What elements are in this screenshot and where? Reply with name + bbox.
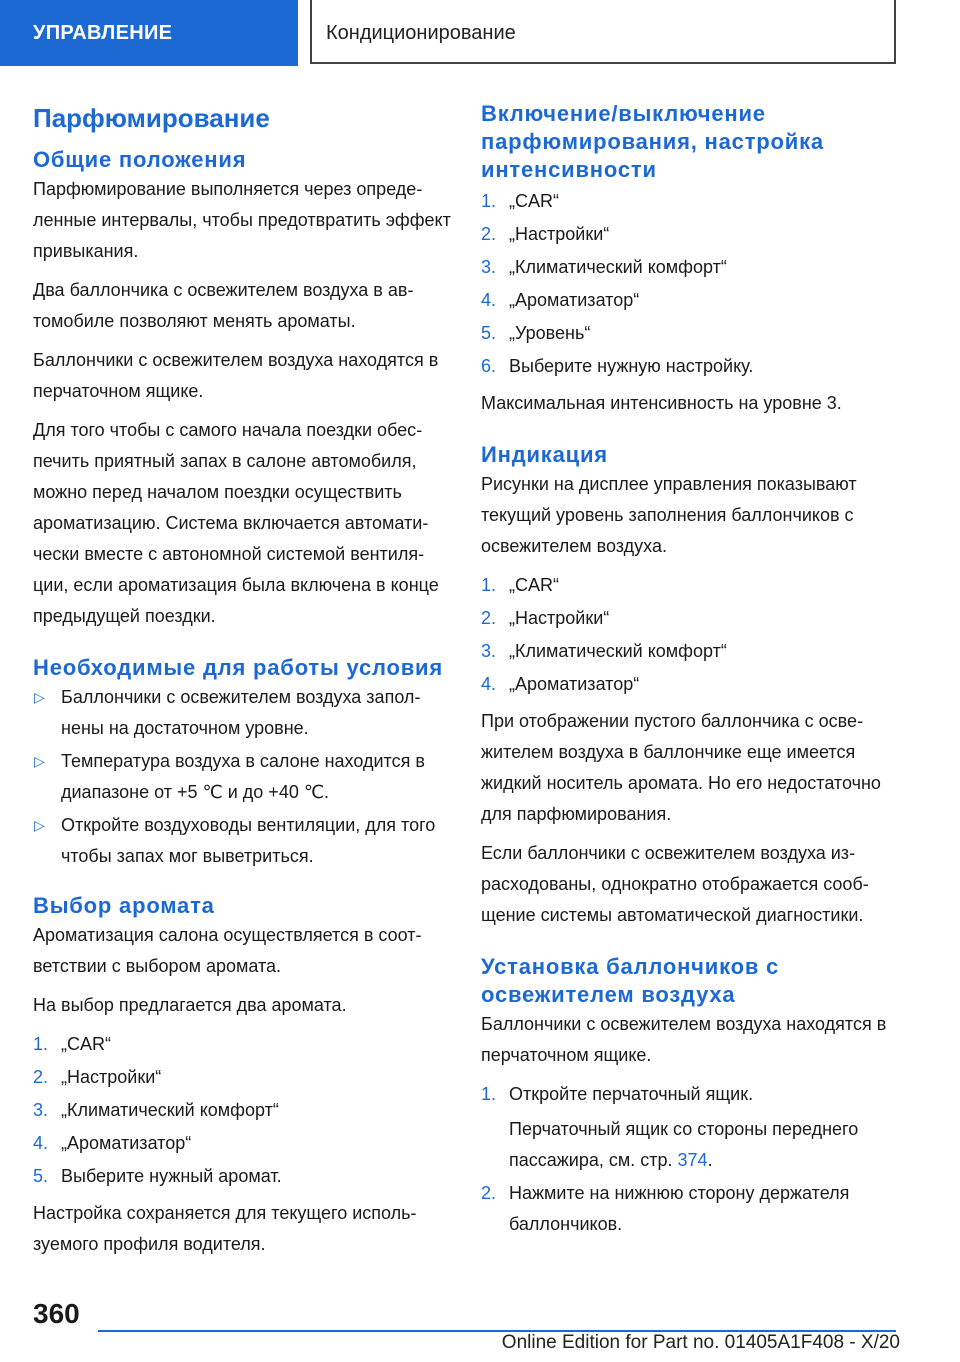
list-item: 1. „CAR“: [481, 575, 559, 595]
paragraph: Два баллончика с освежителем воздуха в автомобиле позволяют менять ароматы.: [33, 280, 414, 331]
paragraph: Настройка сохраняется для текущего используемого профиля водителя.: [33, 1203, 417, 1254]
paragraph: Если баллончики с освежителем воздуха израсходованы, однократно отображается сообщение системы автоматической диагностики.: [481, 843, 869, 925]
left-column: [33, 100, 453, 1268]
triangle-bullet-icon: ▷: [34, 753, 45, 769]
heading-install: Установка баллончиков с освежителем воздуха: [481, 954, 780, 1007]
right-column: [481, 100, 901, 1246]
paragraph: Ароматизация салона осуществляется в соответствии с выбором аромата.: [33, 925, 422, 976]
indication-steps: [481, 570, 901, 700]
sub-paragraph: Перчаточный ящик со стороны переднего пассажира, см. стр. 374.: [509, 1119, 859, 1170]
heading-onoff: Включение/выключение парфюмирования, настройка интенсивности: [481, 101, 824, 182]
list-item: 4. „Ароматизатор“: [481, 290, 640, 310]
list-item: 4. „Ароматизатор“: [481, 674, 640, 694]
page-number: 360: [33, 1298, 80, 1329]
list-item: 1. Откройте перчаточный ящик. Перчаточный ящик со стороны переднего пассажира, см. стр. 374.: [481, 1079, 901, 1176]
list-item: 4. „Ароматизатор“: [33, 1133, 192, 1153]
paragraph: Для того чтобы с самого начала поездки обеспечить приятный запах в салоне автомобиля, можно перед началом поездки осуществить ароматизацию. Система включается автоматически вместе с автономной системой вентиляции, если ароматизация была включена в конце предыдущей поездки.: [33, 420, 439, 626]
page-link[interactable]: 374: [677, 1150, 708, 1170]
list-item: 5. „Уровень“: [481, 323, 591, 343]
page-header: [0, 0, 960, 66]
paragraph: Баллончики с освежителем воздуха находятся в перчаточном ящике.: [33, 350, 439, 401]
paragraph: Рисунки на дисплее управления показывают текущий уровень заполнения баллончиков с освежителем воздуха.: [481, 474, 857, 556]
triangle-bullet-icon: ▷: [34, 817, 45, 833]
list-item: 2. „Настройки“: [481, 608, 610, 628]
section-tab: УПРАВЛЕНИЕ: [0, 0, 298, 66]
paragraph: При отображении пустого баллончика с освежителем воздуха в баллончике еще имеется жидкий носитель аромата. Но его недостаточно для парфюмирования.: [481, 711, 881, 824]
list-item: 6. Выберите нужную настройку.: [481, 356, 754, 376]
paragraph: На выбор предлагается два аромата.: [33, 995, 347, 1015]
paragraph: Парфюмирование выполняется через определенные интервалы, чтобы предотвратить эффект привыкания.: [33, 179, 451, 261]
list-item: 2. „Настройки“: [481, 224, 610, 244]
list-item: ▷ Температура воздуха в салоне находится в диапазоне от +5 ℃ и до +40 ℃.: [33, 746, 453, 808]
install-steps: [481, 1079, 901, 1240]
conditions-list: [33, 682, 453, 872]
list-item: 3. „Климатический комфорт“: [481, 641, 727, 661]
list-item: 2. „Настройки“: [33, 1067, 162, 1087]
list-item: 3. „Климатический комфорт“: [33, 1100, 279, 1120]
list-item: 1. „CAR“: [481, 191, 559, 211]
paragraph: Баллончики с освежителем воздуха находятся в перчаточном ящике.: [481, 1014, 887, 1065]
onoff-steps: [481, 186, 901, 382]
list-item: 5. Выберите нужный аромат.: [33, 1166, 282, 1186]
triangle-bullet-icon: ▷: [34, 689, 45, 705]
heading-general: Общие положения: [33, 147, 247, 172]
footer-edition: Online Edition for Part no. 01405A1F408 - X/20: [501, 1332, 900, 1353]
paragraph: Максимальная интенсивность на уровне 3.: [481, 393, 842, 413]
list-item: 3. „Климатический комфорт“: [481, 257, 727, 277]
scent-steps: [33, 1029, 453, 1192]
heading-scent: Выбор аромата: [33, 893, 215, 918]
heading-conditions: Необходимые для работы условия: [33, 655, 443, 680]
list-item: 2. Нажмите на нижнюю сторону держателя баллончиков.: [481, 1183, 850, 1234]
list-item: 1. „CAR“: [33, 1034, 111, 1054]
heading-indication: Индикация: [481, 442, 608, 467]
list-item: ▷ Откройте воздуховоды вентиляции, для того чтобы запах мог выветриться.: [33, 810, 453, 872]
topic-title: Кондиционирование: [310, 0, 896, 64]
page-title: Парфюмирование: [33, 103, 270, 133]
list-item: ▷ Баллончики с освежителем воздуха заполнены на достаточном уровне.: [33, 682, 453, 744]
